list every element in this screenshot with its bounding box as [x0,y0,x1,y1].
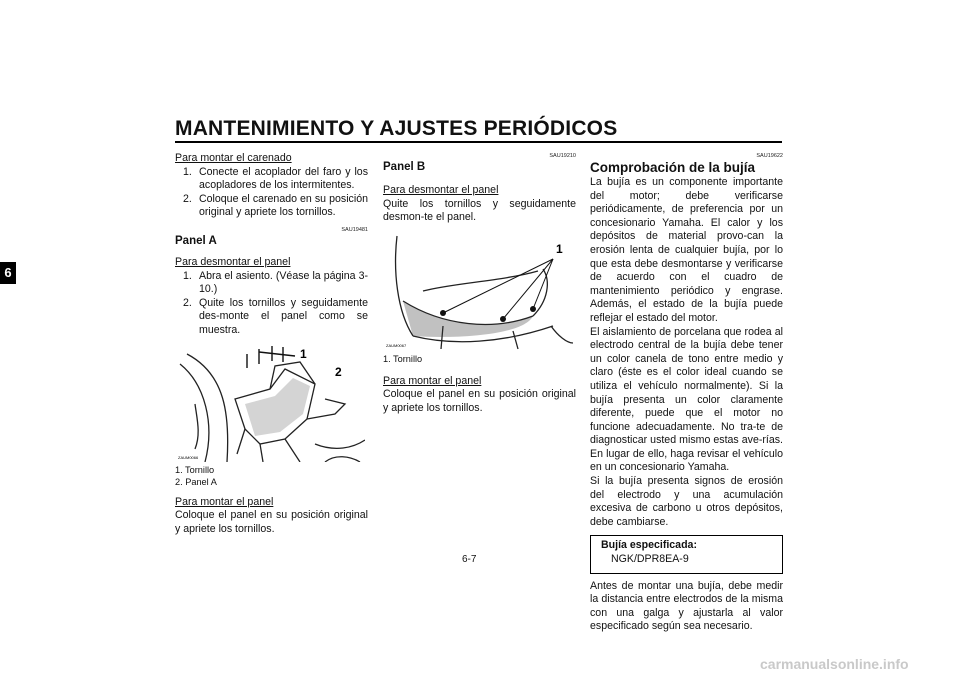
column-2 [383,152,576,416]
footer-watermark: carmanualsonline.info [760,656,909,672]
caption: 1. Tornillo [175,464,215,475]
section-code: SAU19481 [341,226,368,233]
paragraph: Antes de montar una bujía, debe medir la distancia entre electrodos de la misma con una galga y ajustarla al valor especificado según sea necesario. [590,579,783,633]
install-panel-text: Coloque el panel en su posición original y apriete los tornillos. [175,509,368,535]
remove-panel-heading: Para desmontar el panel [383,184,499,196]
panel-a-illustration [175,344,365,462]
column-1 [175,152,368,536]
install-panel-text: Coloque el panel en su posición original y apriete los tornillos. [383,388,576,414]
figure-code: ZAUM0067 [386,342,407,348]
callout-2: 2 [335,364,342,379]
spec-label: Bujía especificada: [601,539,697,552]
spec-box [590,535,783,573]
install-panel-heading: Para montar el panel [175,495,274,508]
paragraph: El aislamiento de porcelana que rodea al electrodo central de la bujía debe tener un color canela de tono entre medio y claro (éste es el color ideal cuando se utiliza el vehículo normalmente). Si la bujía presenta un color claramente diferente, puede que el motor no funcione adecuadamente. No tra-te de diagnosticar usted mismo estas ave-rías. En lugar de ello, haga revisar el vehículo en un concesionario Yamaha. [590,325,783,474]
caption: 1. Tornillo [383,353,423,364]
panel-b-title: Panel B [383,161,426,173]
callout-1: 1 [300,346,307,361]
remove-panel-heading: Para desmontar el panel [175,255,291,268]
install-panel-heading: Para montar el panel [383,374,482,387]
panel-a-title: Panel A [175,234,217,247]
spark-plug-heading: Comprobación de la bujía [590,160,756,175]
paragraph: La bujía es un componente importante del motor; debe verificarse periódicamente, de preferencia por un concesionario Yamaha. El calor y los depósitos de material provo-can la erosión lenta de cualquier bujía, por lo que esta debe desmontarse y verificarse de acuerdo con el cuadro de mantenimiento periódico y engrase. Además, el estado de la bujía puede reflejar el estado del motor. [590,176,783,324]
remove-panel-text: Quite los tornillos y seguidamente desmon-te el panel. [383,197,576,224]
page-title: MANTENIMIENTO Y AJUSTES PERIÓDICOS [175,117,618,140]
list-item: 1. Conecte el acoplador del faro y los acopladores de los intermitentes. [183,165,368,192]
list-item: 2. Quite los tornillos y seguidamente des-monte el panel como se muestra. [183,296,368,336]
title-rule [175,141,782,143]
section-code: SAU19622 [756,153,783,159]
panel-b-figure [383,231,573,351]
panel-a-figure [175,344,365,462]
chapter-tab: 6 [0,262,16,284]
figure-code: ZAUM0066 [178,454,199,460]
caption: 2. Panel A [175,476,217,487]
list-item: 2. Coloque el carenado en su posición original y apriete los tornillos. [183,192,368,219]
column-3 [590,152,783,634]
panel-b-illustration [383,231,573,351]
list-item: 1. Abra el asiento. (Véase la página 3-10.) [183,269,368,296]
spec-value: NGK/DPR8EA-9 [611,553,689,566]
page-number: 6-7 [462,554,477,565]
section-code: SAU19210 [549,153,576,159]
install-fairing-heading: Para montar el carenado [175,152,292,164]
paragraph: Si la bujía presenta signos de erosión del electrodo y una acumulación excesiva de carbono u otros depósitos, debe cambiarse. [590,475,783,528]
callout-1: 1 [556,241,563,256]
